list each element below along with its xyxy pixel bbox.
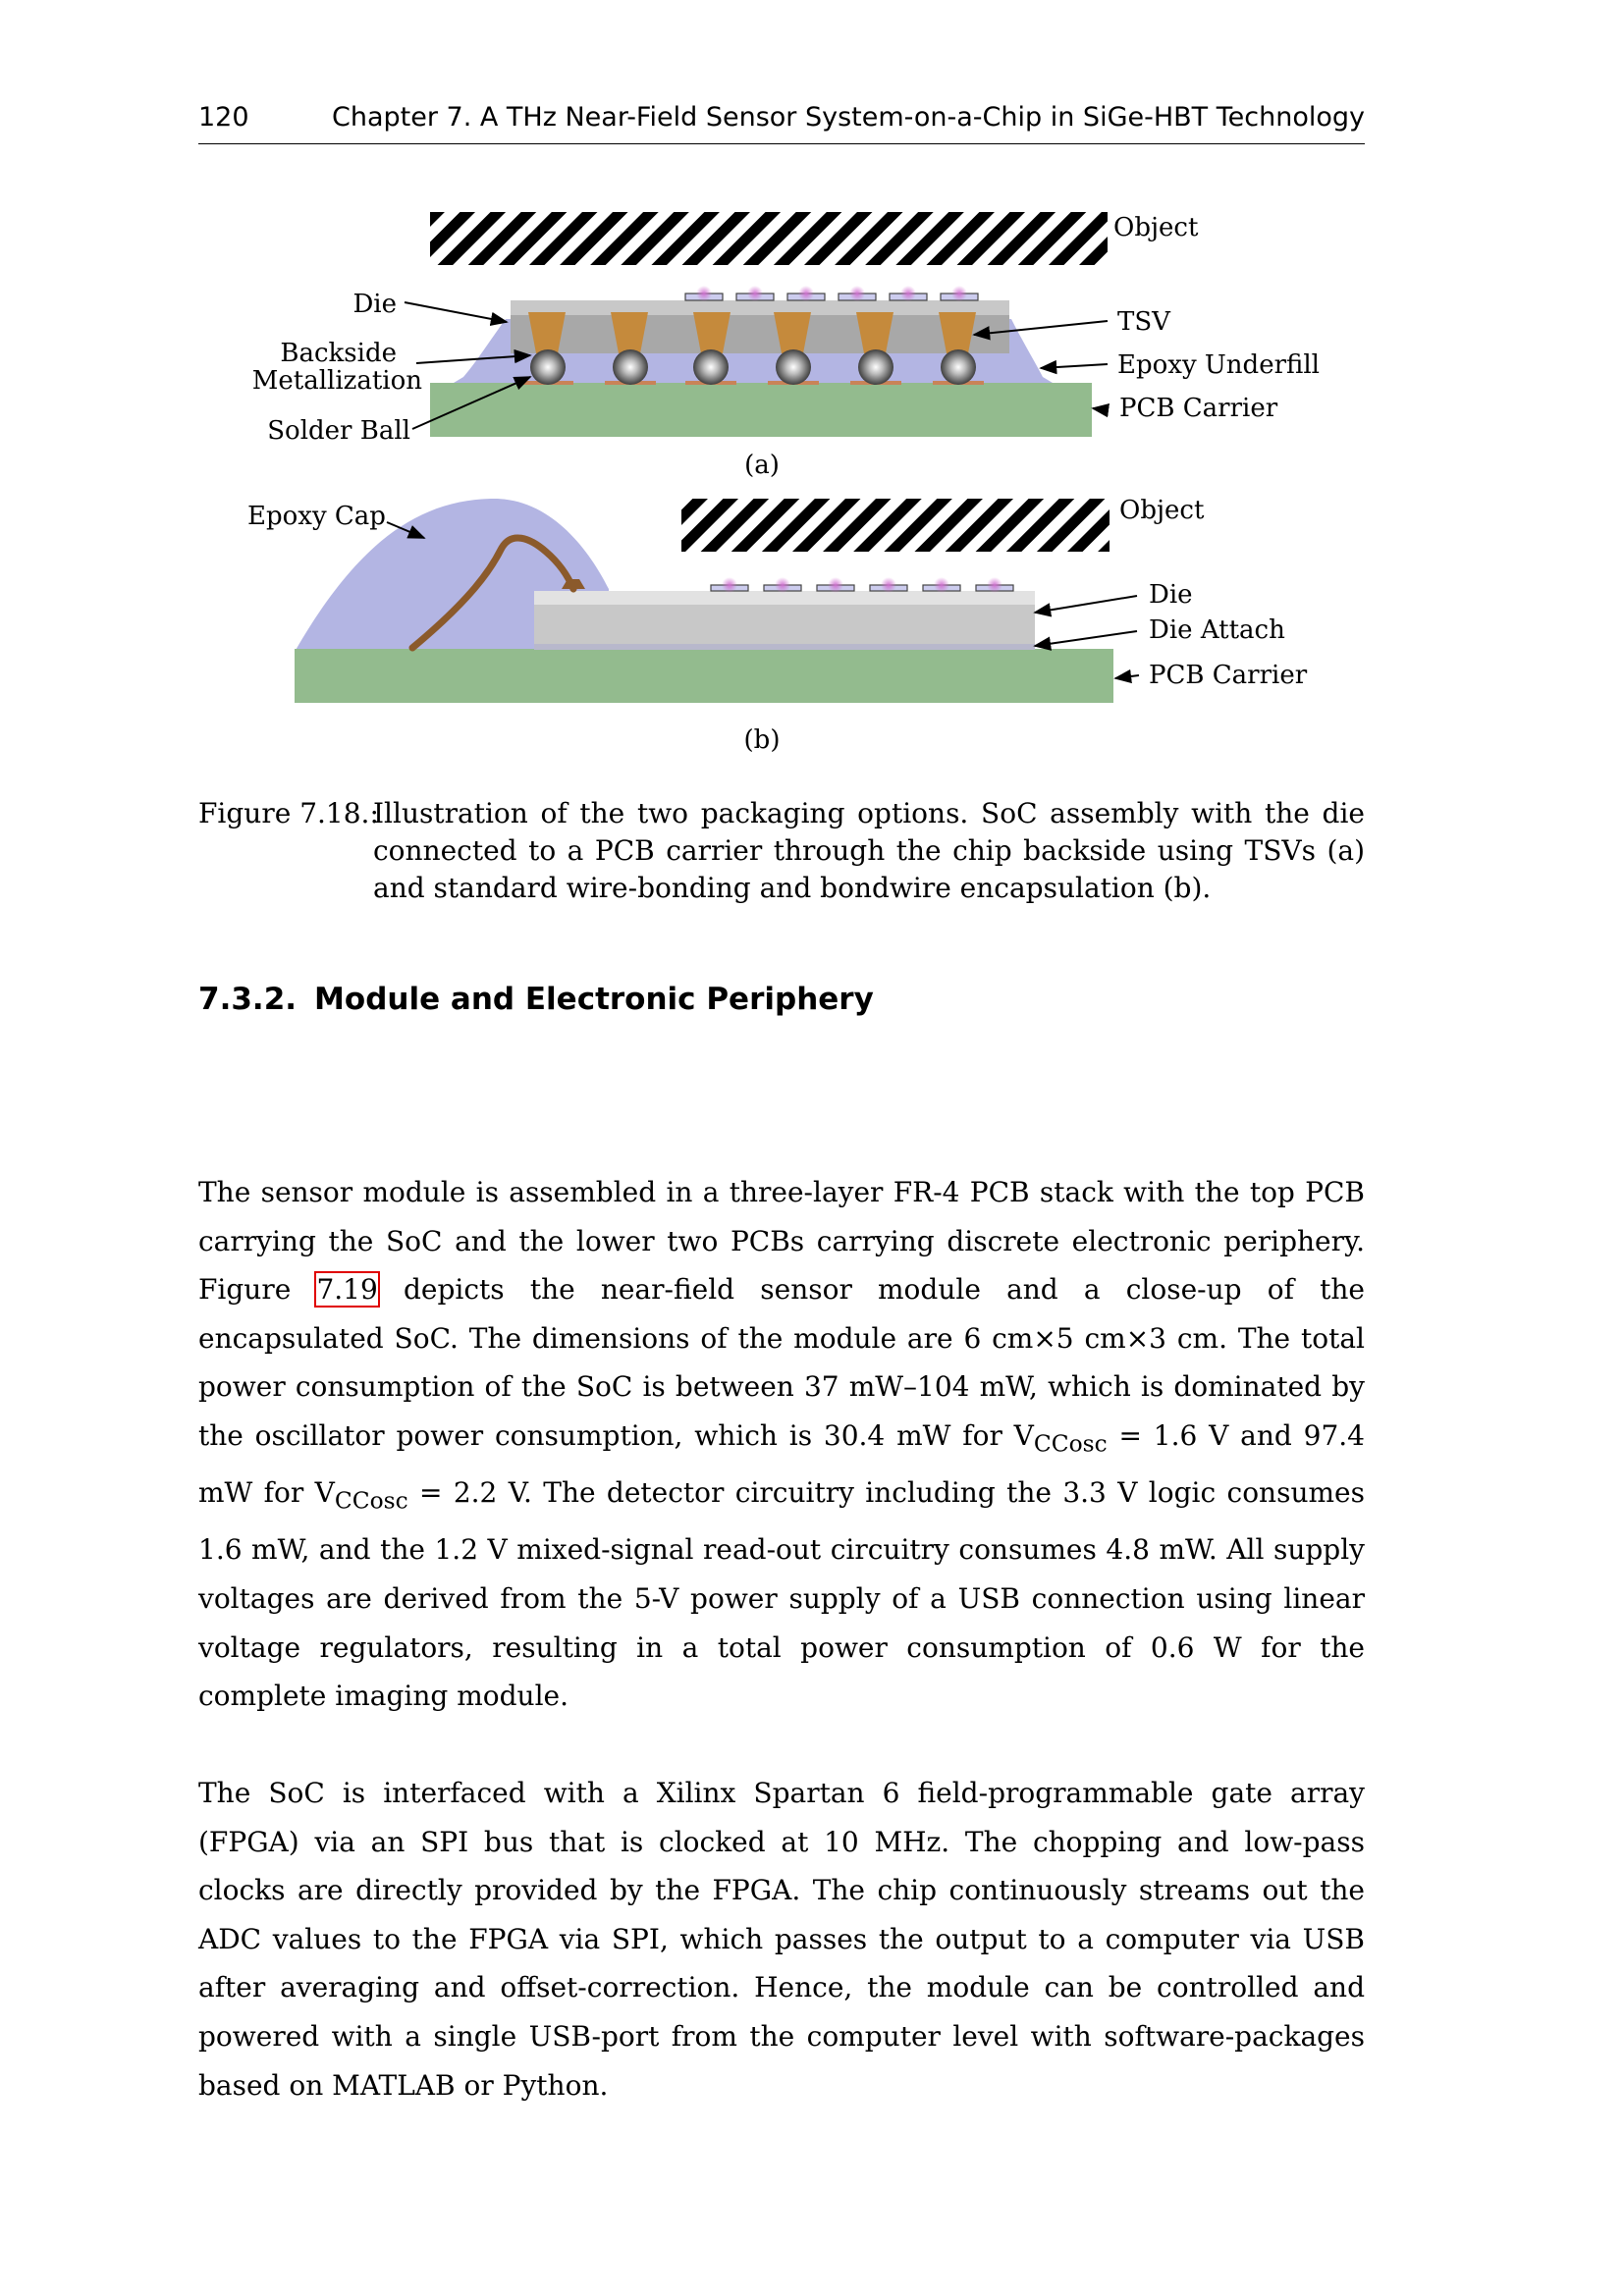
p1-text-3: = 1.6 V and 97.4 mW for V (198, 1418, 1365, 1510)
solder-ball (941, 349, 976, 385)
sensor-glow (798, 286, 814, 301)
object-label-a: Object (1113, 213, 1199, 242)
chapter-title: Chapter 7. A THz Near-Field Sensor System-on-a-Chip in SiGe-HBT Technology (331, 102, 1365, 133)
caption-text: Illustration of the two packaging options. SoC assembly with the die connected to a PCB carrier through the chip backside using TSVs (a) and standard wire-bonding and bondwire encapsulation (b). (373, 797, 1365, 904)
paragraph-fpga-interface: The SoC is interfaced with a Xilinx Spartan 6 field-programmable gate array (FPGA) via an SPI bus that is clocked at 10 MHz. The chopping and low-pass clocks are directly provided by the FPGA. The chip continuously streams out the ADC values to the FPGA via SPI, which passes the output to a computer via USB after averaging and offset-correction. Hence, the module can be controlled and powered with a single USB-port from the computer level with software-packages based on MATLAB or Python. (198, 1777, 1365, 2102)
page-number: 120 (198, 102, 249, 133)
solder-ball (693, 349, 729, 385)
sublabel-a: (a) (744, 451, 780, 480)
pcb-carrier-a (430, 383, 1092, 437)
sensor-glow (696, 286, 712, 301)
section-number: 7.3.2. (198, 982, 298, 1017)
pcb-leader-a (1093, 408, 1108, 410)
pcb-leader-b (1115, 675, 1139, 678)
die-attach-layer (534, 644, 1035, 650)
die-attach-leader (1035, 631, 1137, 646)
solder-ball (530, 349, 566, 385)
sensor-glow (849, 286, 865, 301)
epoxy-cap-label: Epoxy Cap (247, 502, 386, 531)
die-attach-label: Die Attach (1149, 615, 1285, 645)
p1-text-4: = 2.2 V. The detector circuitry including the 3.3 V logic consumes 1.6 mW, and the 1.2 V mixed-signal read-out circuitry consumes 4.8 mW. All supply voltages are derived from the 5-V power supply of a USB connection using linear voltage regulators, resulting in a total power consumption of 0.6 W for the complete imaging module. (198, 1476, 1365, 1713)
sensor-glow (934, 577, 949, 593)
figure-ref-link[interactable]: 7.19 (316, 1273, 378, 1307)
p1-text-2: depicts the near-field sensor module and a close-up of the encapsulated SoC. The dimensions of the module are 6 cm×5 cm×3 cm. The total power consumption of the SoC is between 37 mW–104 mW, which is dominated by the oscillator power consumption, which is 30.4 mW for V (198, 1273, 1365, 1452)
pcb-carrier-b (295, 649, 1113, 703)
object-block-b (681, 499, 1110, 552)
solder-ball-label: Solder Ball (267, 416, 410, 446)
sensor-glow (881, 577, 896, 593)
p1-text-1: The sensor module is assembled in a three-layer FR-4 PCB stack with the top PCB carrying the SoC and the lower two PCBs carrying discrete electronic periphery. Figure (198, 1176, 1365, 1307)
underfill-leader (1041, 364, 1108, 368)
underfill-label: Epoxy Underfill (1117, 350, 1320, 380)
backside-label-line1: Backside (280, 339, 397, 368)
paragraph-module-assembly (198, 1168, 1365, 1721)
sublabel-b: (b) (743, 725, 781, 755)
packaging-figure (0, 0, 1624, 766)
die-leader (405, 302, 507, 322)
section-heading (198, 982, 874, 1017)
die-top-layer (534, 591, 1035, 605)
sensor-pads-a (685, 286, 978, 301)
object-label-b: Object (1119, 496, 1205, 525)
vccosc-subscript: CCosc (1033, 1429, 1108, 1458)
figure-caption (198, 795, 1365, 907)
caption-number: Figure 7.18.: (198, 797, 379, 829)
die-substrate (511, 315, 1009, 353)
panel-a (252, 212, 1320, 480)
pcb-label-a: PCB Carrier (1119, 394, 1278, 423)
vccosc-subscript: CCosc (334, 1486, 408, 1515)
sensor-glow (900, 286, 916, 301)
section-title: Module and Electronic Periphery (314, 982, 874, 1017)
pcb-label-b: PCB Carrier (1149, 661, 1308, 690)
solder-ball (613, 349, 648, 385)
solder-ball (858, 349, 893, 385)
object-block-a (430, 212, 1108, 265)
sensor-glow (828, 577, 843, 593)
sensor-glow (951, 286, 967, 301)
die-label-a: Die (352, 290, 397, 319)
panel-b (247, 496, 1308, 755)
die-label-b: Die (1149, 580, 1193, 610)
solder-ball (776, 349, 811, 385)
sensor-glow (775, 577, 790, 593)
die-leader-b (1035, 596, 1137, 613)
sensor-glow (722, 577, 737, 593)
sensor-pads-b (711, 577, 1013, 593)
tsv-label: TSV (1117, 307, 1170, 337)
backside-label-line2: Metallization (251, 366, 422, 396)
sensor-glow (987, 577, 1002, 593)
sensor-glow (747, 286, 763, 301)
